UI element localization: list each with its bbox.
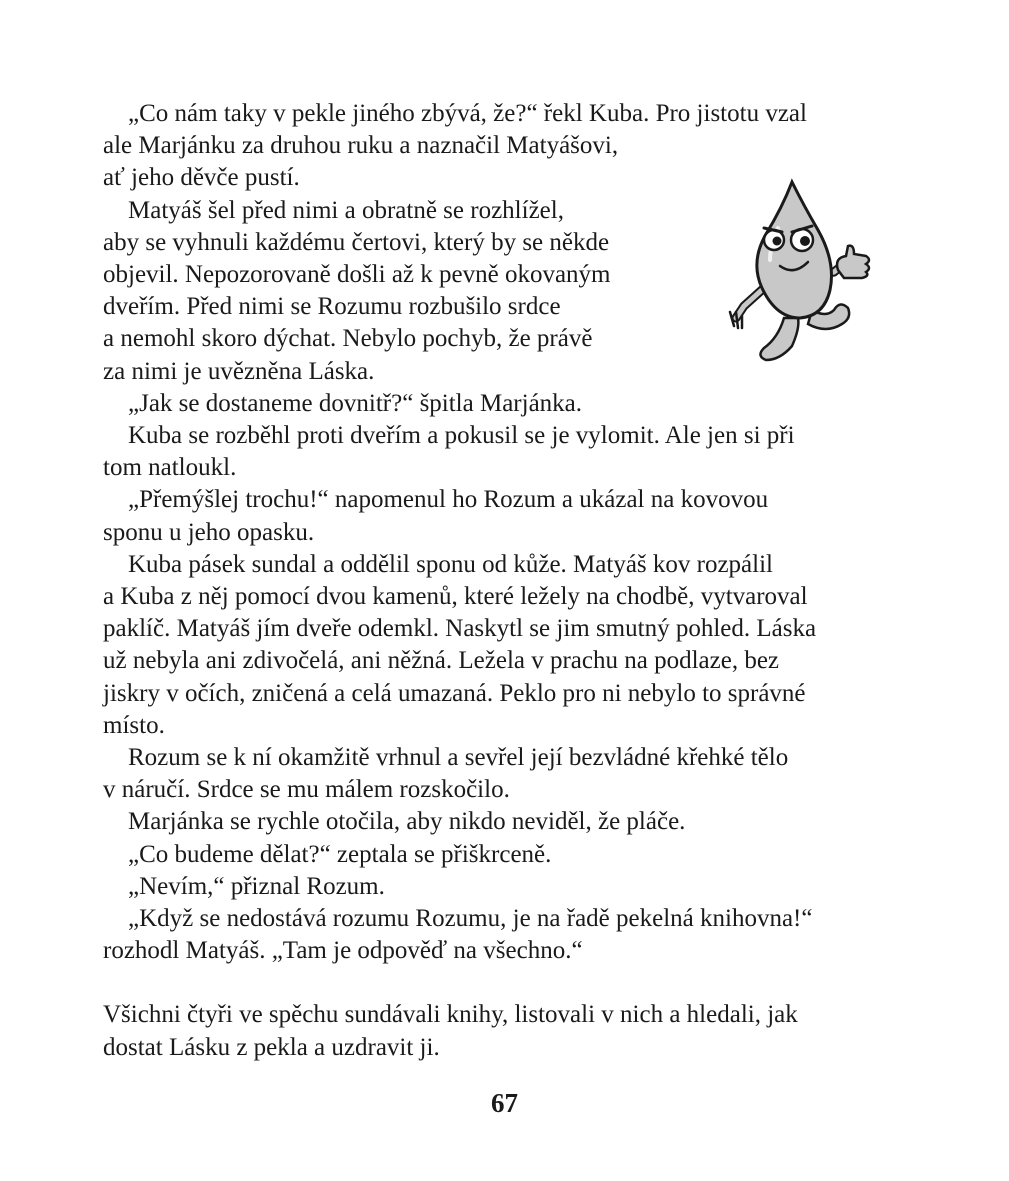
text-line: aby se vyhnuli každému čertovi, který by se někde xyxy=(103,228,610,256)
text-line: „Přemýšlej trochu!“ napomenul ho Rozum a ukázal na kovovou xyxy=(128,486,769,514)
text-line: Marjánka se rychle otočila, aby nikdo neviděl, že pláče. xyxy=(128,808,686,836)
text-line: dostat Lásku z pekla a uzdravit ji. xyxy=(103,1033,440,1061)
text-line: „Nevím,“ přiznal Rozum. xyxy=(128,872,385,900)
text-line: sponu u jeho opasku. xyxy=(103,518,315,546)
text-line: jiskry v očích, zničená a celá umazaná. Peklo pro ni nebylo to správné xyxy=(103,679,806,707)
text-line: dveřím. Před nimi se Rozumu rozbušilo srdce xyxy=(103,293,561,321)
page-number: 67 xyxy=(491,1088,518,1118)
text-line: ale Marjánku za druhou ruku a naznačil Matyášovi, xyxy=(103,132,619,160)
text-line: Kuba pásek sundal a oddělil sponu od kůže. Matyáš kov rozpálil xyxy=(128,550,773,578)
text-line: už nebyla ani zdivočelá, ani něžná. Ležela v prachu na podlaze, bez xyxy=(103,647,780,675)
text-line: „Co budeme dělat?“ zeptala se přiškrceně. xyxy=(128,840,552,868)
text-line: rozhodl Matyáš. „Tam je odpověď na všechno.“ xyxy=(103,937,583,965)
text-line: za nimi je uvězněna Láska. xyxy=(103,357,375,385)
text-line: místo. xyxy=(103,711,165,739)
text-line: v náručí. Srdce se mu málem rozskočilo. xyxy=(103,776,510,804)
paragraph-gap xyxy=(103,967,903,999)
text-line: objevil. Nepozorovaně došli až k pevně okovaným xyxy=(103,261,611,289)
text-line: a Kuba z něj pomocí dvou kamenů, které ležely na chodbě, vytvaroval xyxy=(103,583,808,611)
text-line: Matyáš šel před nimi a obratně se rozhlížel, xyxy=(128,196,564,224)
text-line: „Co nám taky v pekle jiného zbývá, že?“ řekl Kuba. Pro jistotu vzal xyxy=(128,100,807,127)
text-line: a nemohl skoro dýchat. Nebylo pochyb, že právě xyxy=(103,325,593,353)
drop-character-icon xyxy=(722,178,880,366)
text-line: Rozum se k ní okamžitě vrhnul a sevřel její bezvládné křehké tělo xyxy=(128,744,789,772)
text-line: Všichni čtyři ve spěchu sundávali knihy, listovali v nich a hledali, jak xyxy=(103,1001,798,1029)
text-line: Kuba se rozběhl proti dveřím a pokusil se je vylomit. Ale jen si při xyxy=(128,422,795,450)
text-line: paklíč. Matyáš jím dveře odemkl. Naskytl se jim smutný pohled. Láska xyxy=(103,615,817,643)
text-line: tom natloukl. xyxy=(103,454,237,482)
text-line: „Jak se dostaneme dovnitř?“ špitla Marjánka. xyxy=(128,389,583,417)
text-line: ať jeho děvče pustí. xyxy=(103,164,300,192)
text-line: „Když se nedostává rozumu Rozumu, je na řadě pekelná knihovna!“ xyxy=(128,905,813,933)
